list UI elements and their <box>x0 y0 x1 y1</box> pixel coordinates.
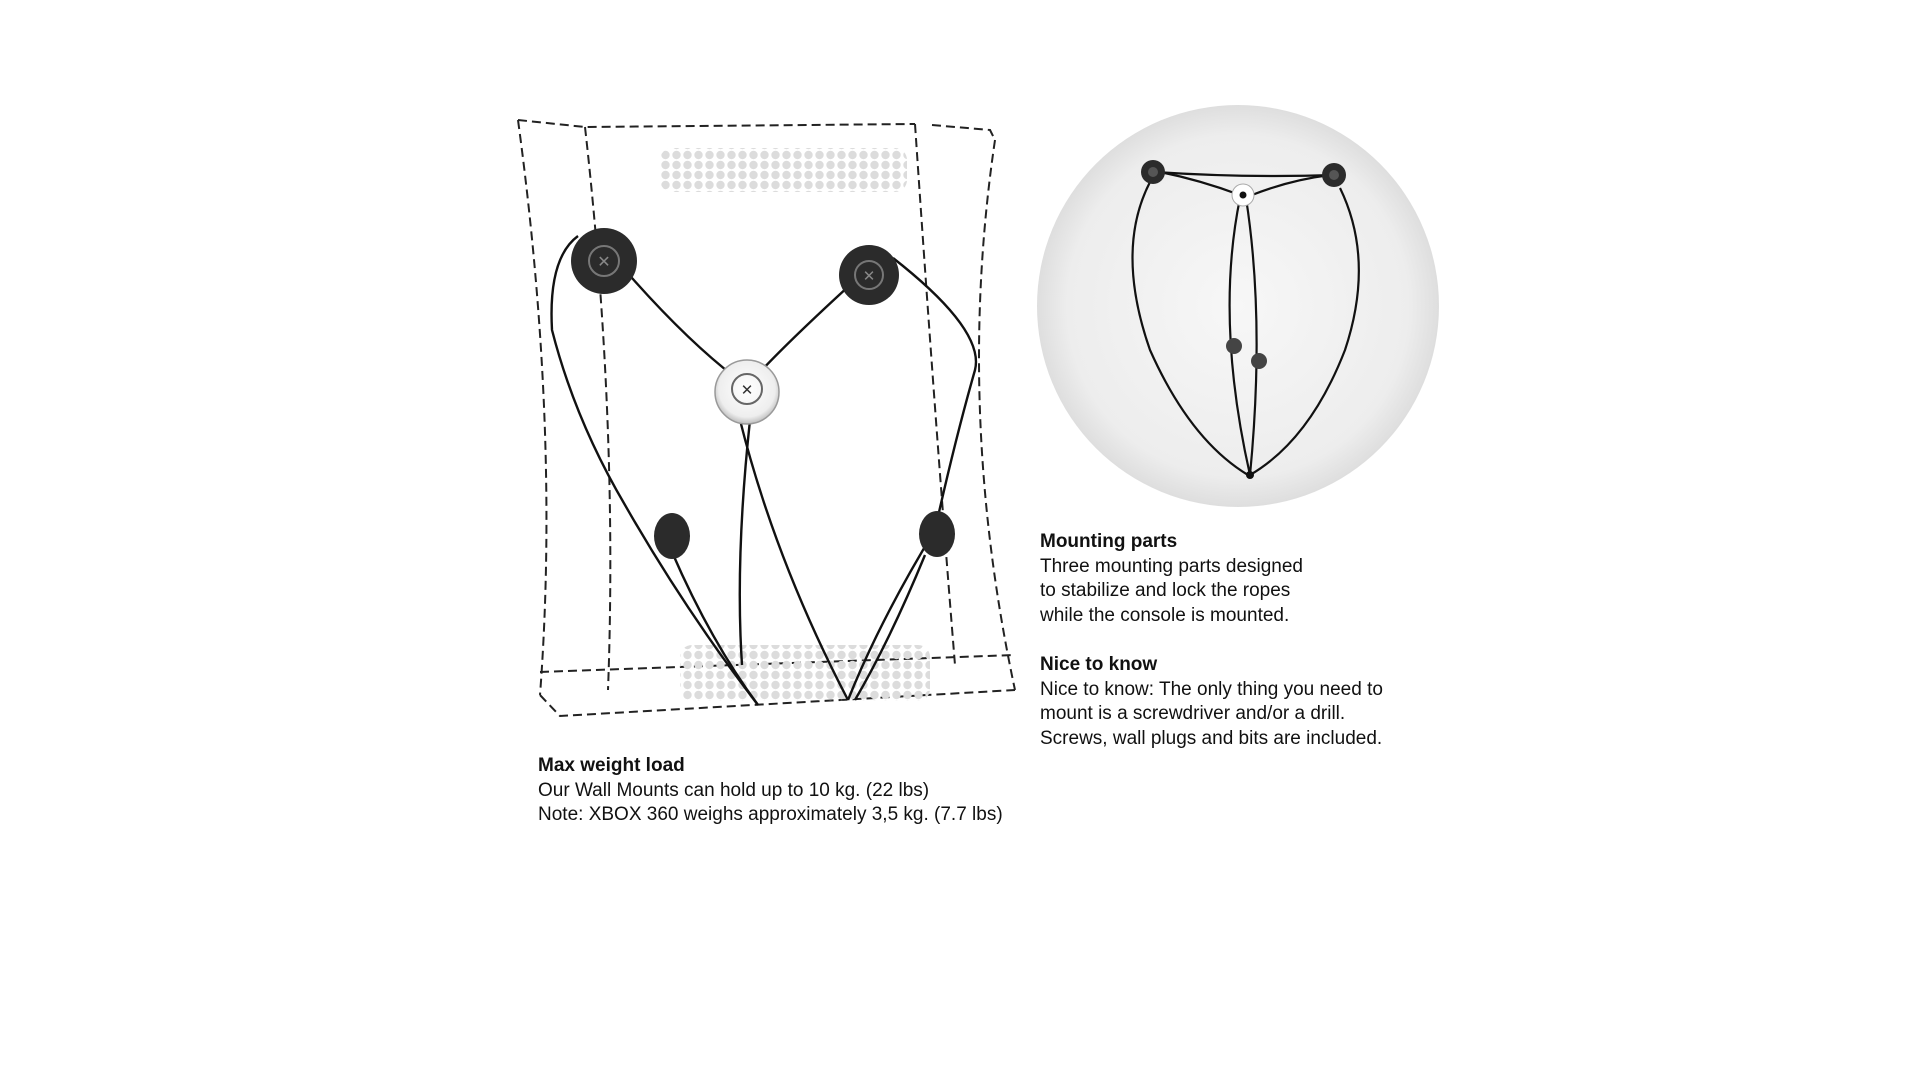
rope-left-outer <box>552 236 758 705</box>
console-inner-right-edge <box>915 124 955 665</box>
mounting-parts-line-3: while the console is mounted. <box>1040 604 1290 626</box>
svg-text:✕: ✕ <box>597 252 611 271</box>
console-mount-top-left <box>571 228 637 294</box>
console-right-edge <box>979 140 1015 690</box>
inset-rope-knot <box>1246 471 1254 479</box>
mounting-parts-line-2: to stabilize and lock the ropes <box>1040 580 1291 601</box>
max-weight-section <box>538 754 1003 828</box>
svg-text:✕: ✕ <box>862 267 876 285</box>
mounting-parts-line-1: Three mounting parts designed <box>1040 555 1303 577</box>
console-mount-lower-right <box>919 511 955 557</box>
rope-right-outer <box>848 258 976 700</box>
mounting-parts-heading: Mounting parts <box>1040 531 1178 552</box>
inset-mount-small-right <box>1251 353 1267 369</box>
max-weight-heading: Max weight load <box>538 755 685 776</box>
console-mount-center-light <box>715 360 779 424</box>
console-mount-lower-left <box>654 513 690 559</box>
inset-mount-small-left <box>1226 338 1242 354</box>
console-mount-top-right <box>839 245 899 305</box>
svg-text:✕: ✕ <box>740 381 754 399</box>
max-weight-line-2: Note: XBOX 360 weighs approximately 3,5 kg. (7.7 lbs) <box>538 804 1003 825</box>
rope-right-to-center <box>760 285 850 372</box>
console-front-left-edge <box>518 120 546 695</box>
max-weight-line-1: Our Wall Mounts can hold up to 10 kg. (22 lbs) <box>538 779 930 801</box>
console-ropes <box>552 236 976 705</box>
photo-inset <box>1037 105 1439 507</box>
console-front-top-edge <box>518 120 915 127</box>
console-side-top-edge <box>932 125 995 140</box>
top-vent-grill <box>660 148 907 192</box>
nice-to-know-section <box>1040 653 1383 751</box>
nice-to-know-line-1: Nice to know: The only thing you need to <box>1040 678 1383 700</box>
rope-center-to-bottom-left <box>740 420 750 665</box>
photo-inset-background <box>1037 105 1439 507</box>
nice-to-know-line-3: Screws, wall plugs and bits are included. <box>1040 727 1383 749</box>
console-inner-left-edge <box>585 127 610 690</box>
nice-to-know-line-2: mount is a screwdriver and/or a drill. <box>1040 703 1346 724</box>
mounting-parts-section <box>1040 530 1303 628</box>
nice-to-know-heading: Nice to know <box>1040 654 1158 675</box>
bottom-vent-grill <box>680 645 930 701</box>
